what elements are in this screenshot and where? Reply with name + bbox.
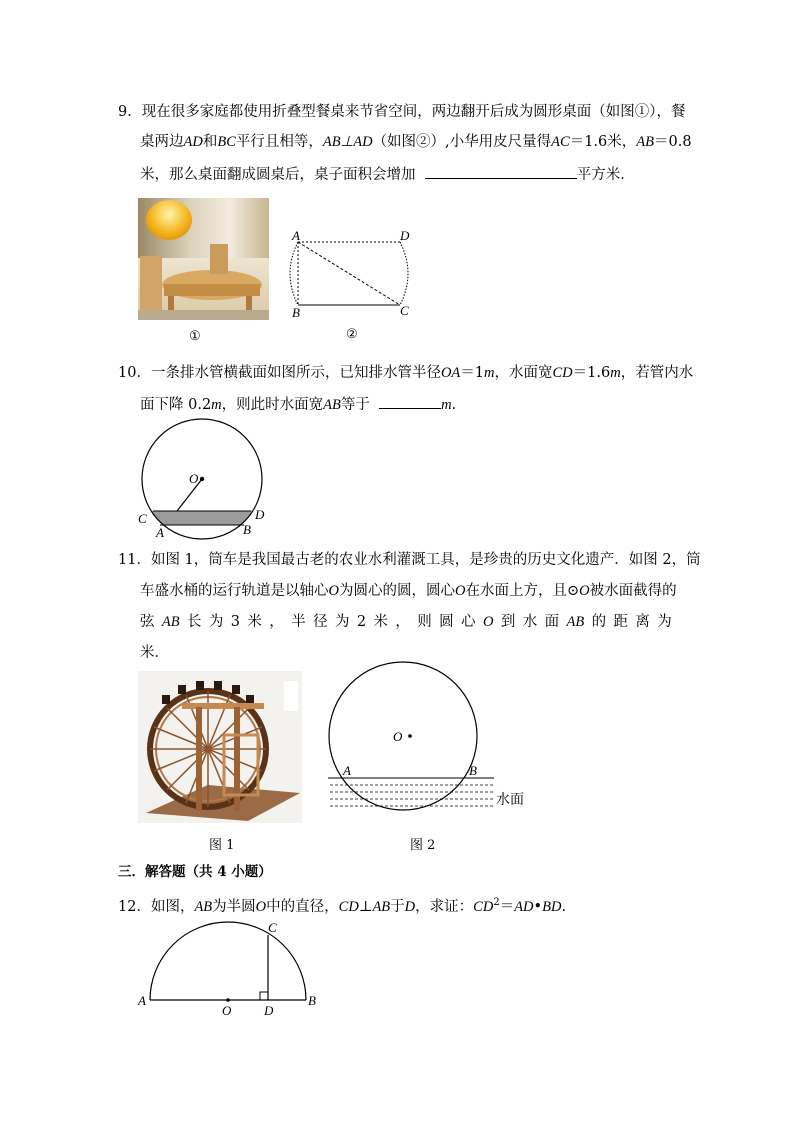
semi-label-o: O [222,1003,232,1018]
q11-line3-word: O [482,614,494,630]
fig2-label-b: B [292,305,300,320]
fig2-label-d: D [400,228,410,243]
water-wheel-photo [138,671,302,823]
q11-line3-word: 为 [334,614,350,630]
q11-line3-word: 到 [500,614,516,630]
pipe-label-d: D [255,507,265,522]
answer-blank[interactable] [425,164,577,179]
table-photo [138,198,269,320]
semi-label-d: D [264,1003,274,1018]
q11-line3-word: ， [395,614,410,630]
q11-line-4: 米． [140,645,169,661]
q11-line-3 [140,612,672,632]
q11-line3-word: 长 [187,614,202,630]
semi-label-b: B [308,993,316,1008]
q11-line3-word: 径 [313,614,328,630]
fig2-label-a: A [292,228,300,243]
pipe-label-a: A [156,525,164,540]
wheel-label-b: B [469,763,477,778]
q11-line3-word: 的 [591,614,607,630]
q11-line3-word: 距 [613,614,628,630]
q10-line-1: 10．一条排水管横截面如图所示，已知排水管半径OA＝1m，水面宽CD＝1.6m，若管内水 [118,365,694,381]
q11-line3-word: 半 [291,614,306,630]
q12-line: 12．如图，AB为半圆O中的直径，CD⊥AB于D，求证：$CD^2=AD•BD$. [118,897,567,915]
q11-line-2: 车盛水桶的运行轨道是以轴心O为圆心的圆，圆心O在水面上方，且⊙O被水面截得的 [140,583,677,599]
q11-line3-word: 则 [417,614,432,630]
q11-line3-word: AB [161,614,180,630]
semi-label-a: A [138,993,146,1008]
q10-line-2: 面下降 0.2m，则此时水面宽AB等于 m． [140,394,466,415]
q9-line-2: 桌两边AD和BC平行且相等，AB⊥AD（如图②）,小华用皮尺量得AC＝1.6米，AB＝0.8 [140,134,692,150]
q9-line-3: 米，那么桌面翻成圆桌后，桌子面积会增加 平方米． [140,164,635,185]
q11-line3-word: 弦 [140,614,155,630]
fig11-1-caption: 图 1 [209,838,235,853]
q11-line3-word: 米 [373,614,388,630]
q11-line-1: 11．如图 1，筒车是我国最古老的农业水利灌溉工具，是珍贵的历史文化遗产．如图 2，筒 [118,552,701,568]
pipe-label-b: B [243,522,251,537]
water-surface-label: 水面 [496,792,524,808]
q11-line3-word: ， [269,614,284,630]
wheel-circle-diagram [328,670,498,816]
fig11-2-caption: 图 2 [410,838,436,853]
semi-label-c: C [268,920,277,935]
q11-line3-word: 离 [635,614,650,630]
q11-line3-word: 为 [657,614,672,630]
q11-line3-word: 3 [230,614,241,630]
wheel-label-a: A [343,763,351,778]
fig2-caption: ② [346,327,358,342]
pipe-cross-section [140,418,266,538]
fig1-caption: ① [189,329,201,344]
section-title: 三．解答题（共 4 小题） [118,864,272,880]
fig2-rectangle-diagram [288,226,418,326]
q11-line3-word: 圆 [439,614,454,630]
q11-line3-word: 水 [522,614,538,630]
answer-blank[interactable] [379,394,441,409]
q11-line3-word: 面 [544,614,560,630]
pipe-label-c: C [138,511,147,526]
semicircle-diagram [148,920,308,1004]
q11-line3-word: 为 [208,614,224,630]
pipe-label-o: O [189,471,199,486]
q11-line3-word: AB [566,614,585,630]
q11-line3-word: 2 [356,614,367,630]
wheel-label-o: O [393,729,403,744]
q9-line-1: 9．现在很多家庭都使用折叠型餐桌来节省空间，两边翻开后成为圆形桌面（如图①），餐 [118,104,686,120]
q11-line3-word: 米 [247,614,262,630]
fig2-label-c: C [400,303,409,318]
q11-line3-word: 心 [461,614,476,630]
